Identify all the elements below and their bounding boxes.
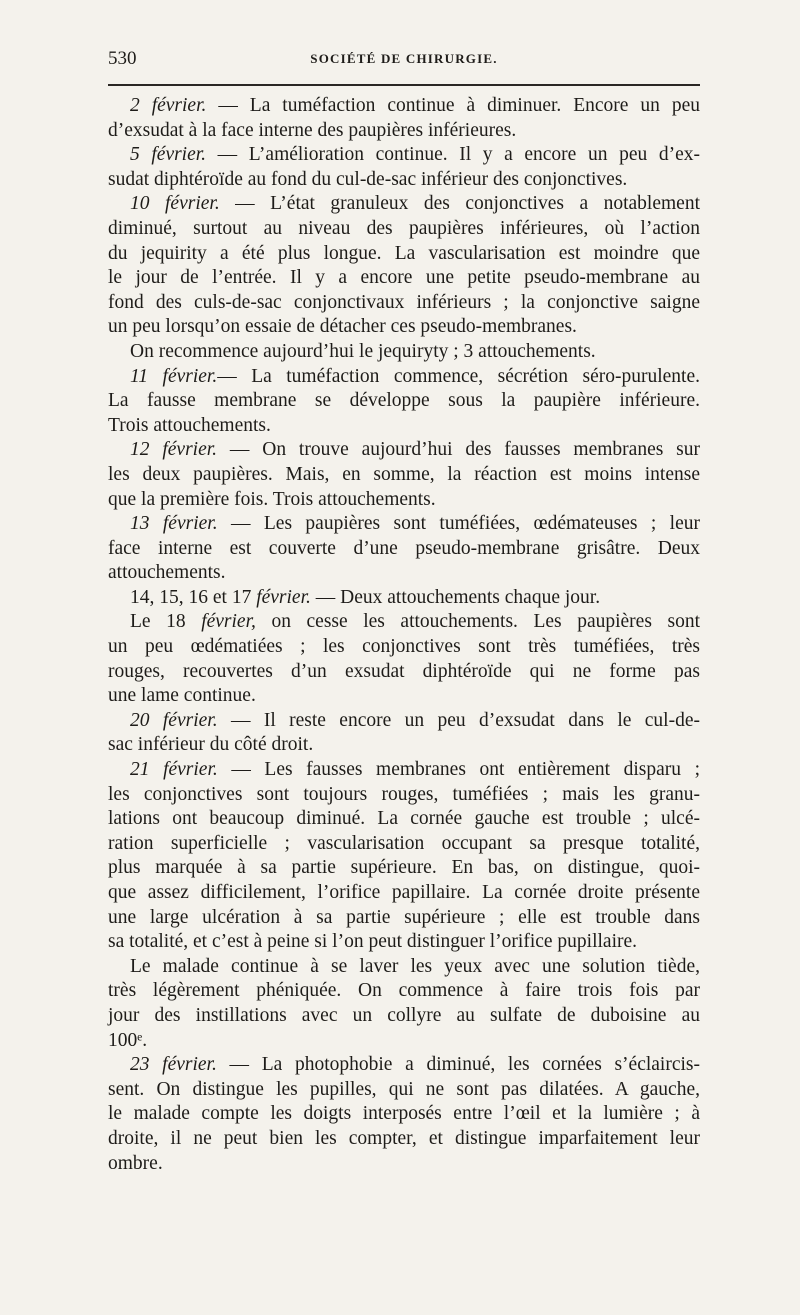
entry-date: février, [201,611,256,633]
text-line [108,979,700,1004]
page-number: 530 [108,48,137,69]
text-line [108,856,700,881]
line-text: que la première fois. Trois attouchements. [108,488,436,510]
line-text: — Deux attouchements chaque jour. [310,586,601,608]
paragraph [108,192,700,340]
line-text: les conjonctives sont toujours rouges, tuméfiées ; mais les granu- [108,783,700,805]
text-line [108,684,700,709]
line-text: sa totalité, et c’est à peine si l’on peut distinguer l’orifice pupillaire. [108,931,638,953]
line-text: plus marquée à sa partie supérieure. En bas, on distingue, quoi- [108,857,700,879]
text-line [108,512,700,537]
text-line [108,414,700,439]
text-line [108,1004,700,1029]
line-text: — La photophobie a diminué, les cornées s’éclaircis- [216,1054,700,1076]
line-text: jour des instillations avec un collyre au sulfate de duboisine au [108,1004,700,1026]
text-line [108,758,700,783]
text-line [108,242,700,267]
running-title: SOCIÉTÉ DE CHIRURGIE. [310,51,498,66]
text-line [108,1102,700,1127]
line-text: — La tuméfaction continue à diminuer. Encore un peu [206,95,700,116]
text-line [108,315,700,340]
entry-date: 21 février. [130,759,218,781]
page-header [108,46,700,72]
text-line [108,1078,700,1103]
line-text: — On trouve aujourd’hui des fausses membranes sur [217,439,700,461]
entry-date: 13 février. [130,513,218,535]
line-text: ombre. [108,1152,163,1174]
line-text: le malade compte les doigts interposés entre l’œil et la lumière ; à [108,1103,700,1125]
text-line [108,635,700,660]
body-text [108,94,700,1176]
text-line [108,537,700,562]
entry-date: 20 février. [130,709,218,731]
text-line [108,807,700,832]
line-text: fond des culs-de-sac conjonctivaux inférieurs ; la conjonctive saigne [108,291,700,313]
text-line [108,733,700,758]
line-text: le jour de l’entrée. Il y a encore une petite pseudo-membrane au [108,267,700,289]
line-text: une lame continue. [108,685,256,707]
text-line [108,881,700,906]
text-line [108,143,700,168]
line-text: Le malade continue à se laver les yeux avec une solution tiède, [130,955,700,977]
paragraph [108,365,700,439]
line-text: ration superficielle ; vascularisation occupant sa presque totalité, [108,832,700,854]
line-text: diminué, surtout au niveau des paupières inférieures, où l’action [108,217,700,239]
text-line [108,709,700,734]
text-line [108,488,700,513]
line-text: on cesse les attouchements. Les paupières sont [255,611,700,633]
paragraph [108,340,700,365]
paragraph [108,955,700,1053]
text-line [108,119,700,144]
text-line [108,1152,700,1177]
line-text: lations ont beaucoup diminué. La cornée gauche est trouble ; ulcé- [108,808,700,830]
line-text: — L’état granuleux des conjonctives a notablement [219,193,700,215]
text-line [108,783,700,808]
header-rule [108,84,700,86]
line-text: — La tuméfaction commence, sécrétion séro-purulente. [217,365,700,387]
paragraph [108,586,700,611]
line-text: face interne est couverte d’une pseudo-membrane grisâtre. Deux [108,537,700,559]
paragraph [108,512,700,586]
paragraph [108,143,700,192]
paragraph [108,758,700,955]
line-text: Trois attouchements. [108,414,271,436]
entry-date: 23 février. [130,1054,217,1076]
entry-date: 12 février. [130,439,218,461]
line-text: — L’amélioration continue. Il y a encore un peu d’ex- [206,144,700,166]
line-text: très légèrement phéniquée. On commence à faire trois fois par [108,980,700,1002]
line-text: rouges, recouvertes d’un exsudat diphtéroïde qui ne forme pas [108,660,700,682]
text-line [108,389,700,414]
entry-date: février. [256,586,311,608]
text-line [108,217,700,242]
line-text: un peu lorsqu’on essaie de détacher ces pseudo-membranes. [108,316,577,338]
text-line [108,168,700,193]
text-line [108,192,700,217]
text-line [108,438,700,463]
line-text: — Les paupières sont tuméfiées, œdémateuses ; leur [217,513,700,535]
paragraph [108,438,700,512]
text-line [108,930,700,955]
text-line [108,906,700,931]
text-line [108,610,700,635]
line-text: — Il reste encore un peu d’exsudat dans le cul-de- [217,709,700,731]
entry-date: 10 février. [130,193,220,215]
line-text: d’exsudat à la face interne des paupières inférieures. [108,119,517,141]
paragraph [108,610,700,708]
text-line [108,955,700,980]
line-text: que assez difficilement, l’orifice papillaire. La cornée droite présente [108,882,700,903]
text-line [108,586,700,611]
text-line [108,832,700,857]
line-text: les deux paupières. Mais, en somme, la réaction est moins intense [108,463,700,485]
entry-date: 5 février. [130,144,207,166]
text-line [108,463,700,488]
text-line [108,340,700,365]
line-text: On recommence aujourd’hui le jequiryty ; 3 attouchements. [130,340,596,362]
line-text: droite, il ne peut bien les compter, et distingue imparfaitement leur [108,1127,700,1149]
entry-date: 2 février. [130,95,207,116]
text-line [108,1127,700,1152]
text-line [108,291,700,316]
date-prefix: Le 18 [130,611,202,633]
paragraph [108,709,700,758]
text-line [108,1053,700,1078]
line-text: sudat diphtéroïde au fond du cul-de-sac inférieur des conjonctives. [108,168,628,190]
line-text: une large ulcération à sa partie supérieure ; elle est trouble dans [108,906,700,928]
line-text: sent. On distingue les pupilles, qui ne sont pas dilatées. A gauche, [108,1078,700,1100]
paragraph [108,1053,700,1176]
paragraph [108,94,700,143]
line-text: La fausse membrane se développe sous la paupière inférieure. [108,390,700,412]
entry-date: 11 février. [130,365,218,387]
line-text: 100ᵉ. [108,1029,148,1051]
line-text: — Les fausses membranes ont entièrement disparu ; [217,759,700,781]
text-line [108,561,700,586]
text-line [108,660,700,685]
text-line [108,94,700,119]
text-line [108,266,700,291]
line-text: sac inférieur du côté droit. [108,734,314,756]
text-line [108,365,700,390]
line-text: un peu œdématiées ; les conjonctives sont très tuméfiées, très [108,636,700,658]
date-prefix: 14, 15, 16 et 17 [130,586,257,608]
line-text: attouchements. [108,562,226,584]
line-text: du jequirity a été plus longue. La vascularisation est moindre que [108,242,700,264]
text-line [108,1029,700,1054]
